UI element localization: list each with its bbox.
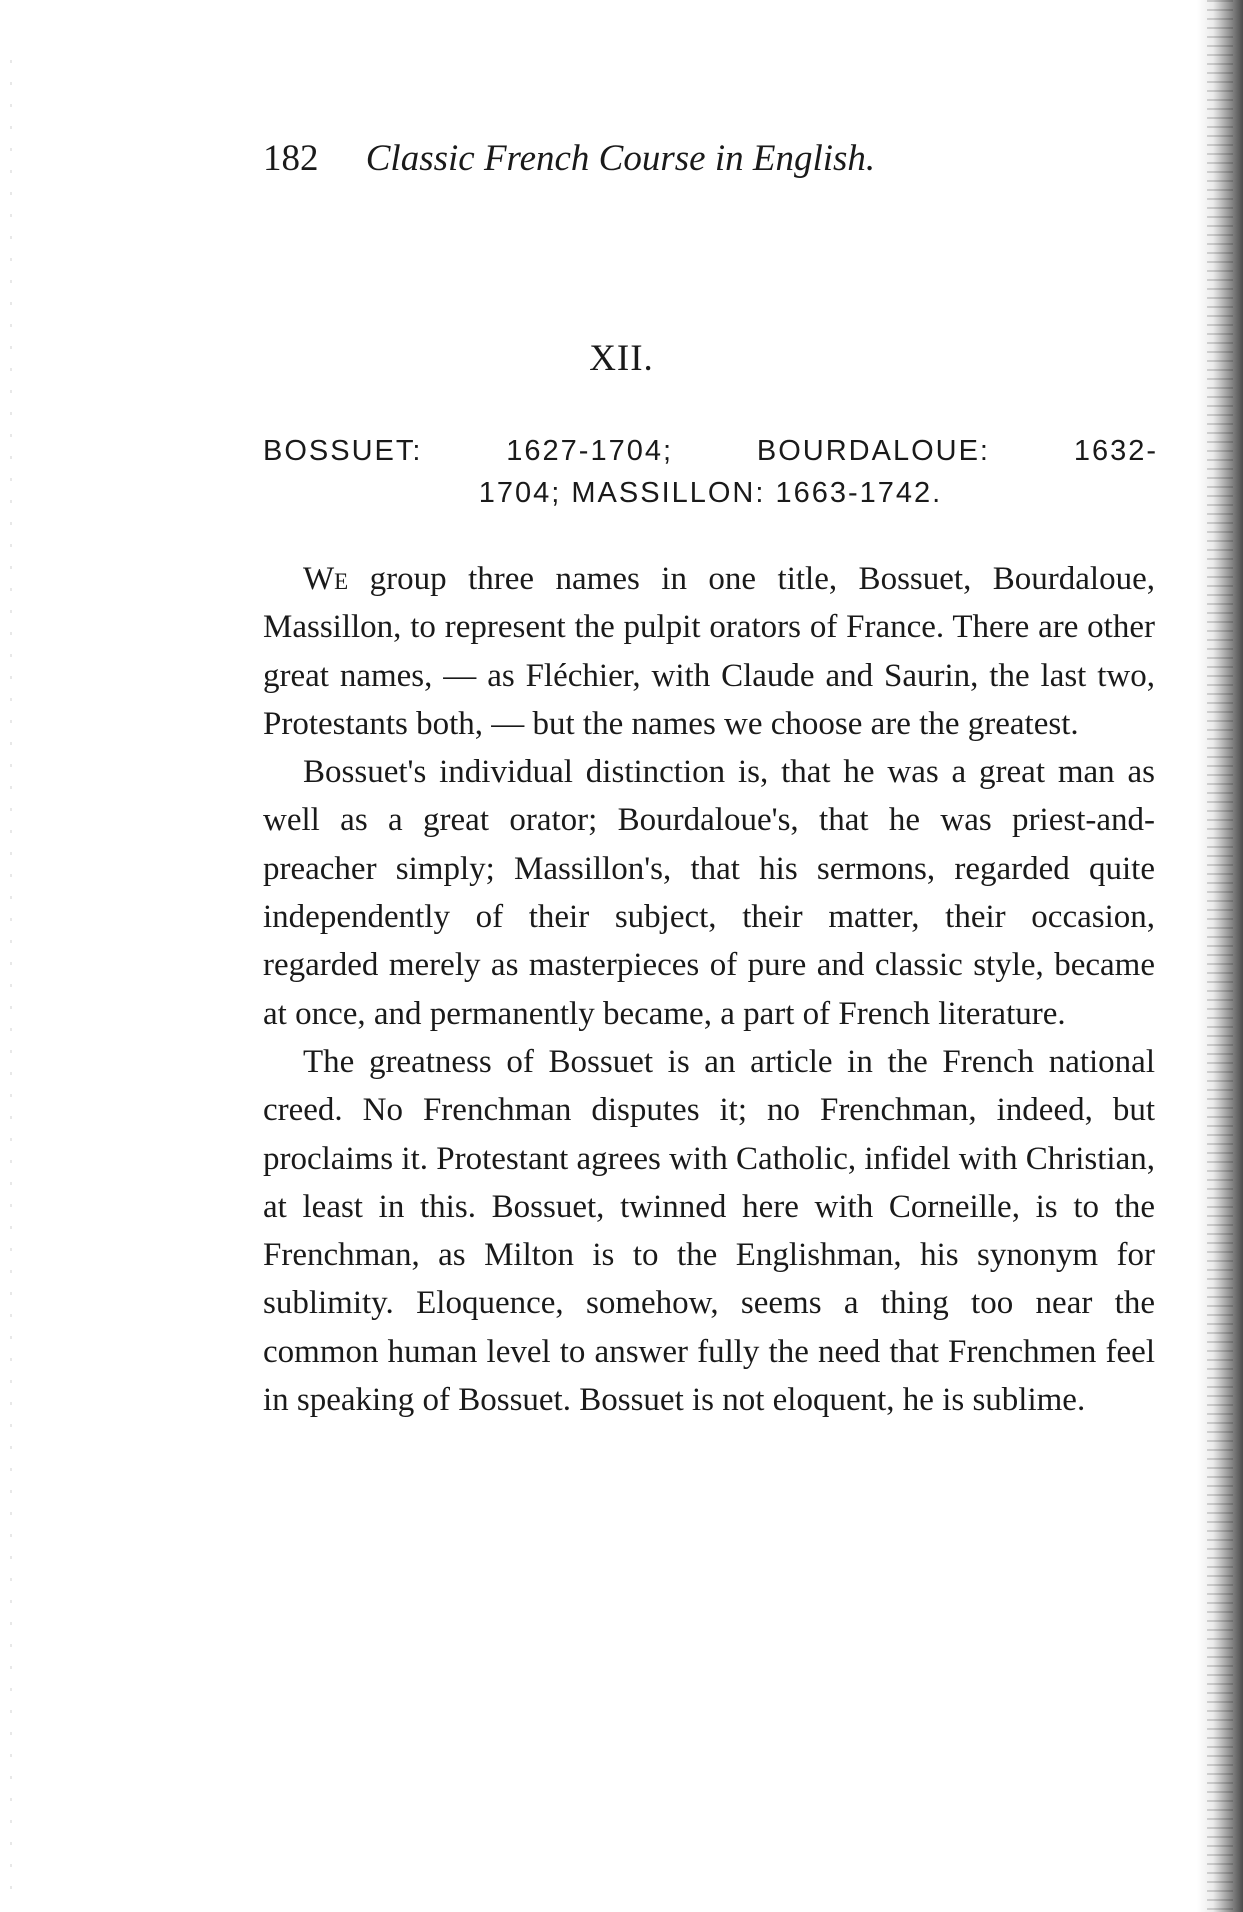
running-head <box>263 137 875 180</box>
paragraph-3-text: The greatness of Bossuet is an article in the French national creed. No Frenchman disputes it; no Frenchman, indeed, but proclaims it. Protestant agrees with Catholic, infidel with Christian, at least in this. Bossuet, twinned here with Corneille, is to the Frenchman, as Milton is to the Englishman, his synonym for sublimity. Eloquence, somehow, seems a thing too near the common human level to answer fully the need that Frenchmen feel in speaking of Bossuet. Bossuet is not eloquent, he is sublime. <box>263 1043 1155 1419</box>
chapter-subtitle <box>263 430 1158 514</box>
book-title: Classic French Course in English. <box>365 138 876 179</box>
chapter-subtitle-line-1: BOSSUET: 1627-1704; BOURDALOUE: 1632- <box>263 435 1158 467</box>
body-text <box>263 555 1155 1424</box>
paragraph-2 <box>263 748 1155 1038</box>
paragraph-3 <box>263 1038 1155 1424</box>
paragraph-1-text: group three names in one title, Bossuet, Bourdaloue, Massillon, to represent the pulpit orators of France. There are other great names, — as Fléchier, with Claude and Saurin, the last two, Protestants both, — but the names we choose are the greatest. <box>263 561 1155 742</box>
paragraph-2-text: Bossuet's individual distinction is, that he was a great man as well as a great orator; Bourdaloue's, that he was priest-and-preacher simply; Massillon's, that his sermons, regarded quite independently of their subject, their matter, their occasion, regarded merely as masterpieces of pure and classic style, became at once, and permanently became, a part of French literature. <box>263 754 1155 1032</box>
page-number: 182 <box>263 138 319 179</box>
binding-speckle <box>1207 0 1233 1912</box>
paragraph-1 <box>263 555 1155 748</box>
paragraph-1-lead-word: We <box>303 561 349 597</box>
chapter-subtitle-line-2: 1704; MASSILLON: 1663-1742. <box>478 477 943 509</box>
chapter-number: XII. <box>589 338 654 379</box>
scan-left-margin <box>10 60 12 1890</box>
